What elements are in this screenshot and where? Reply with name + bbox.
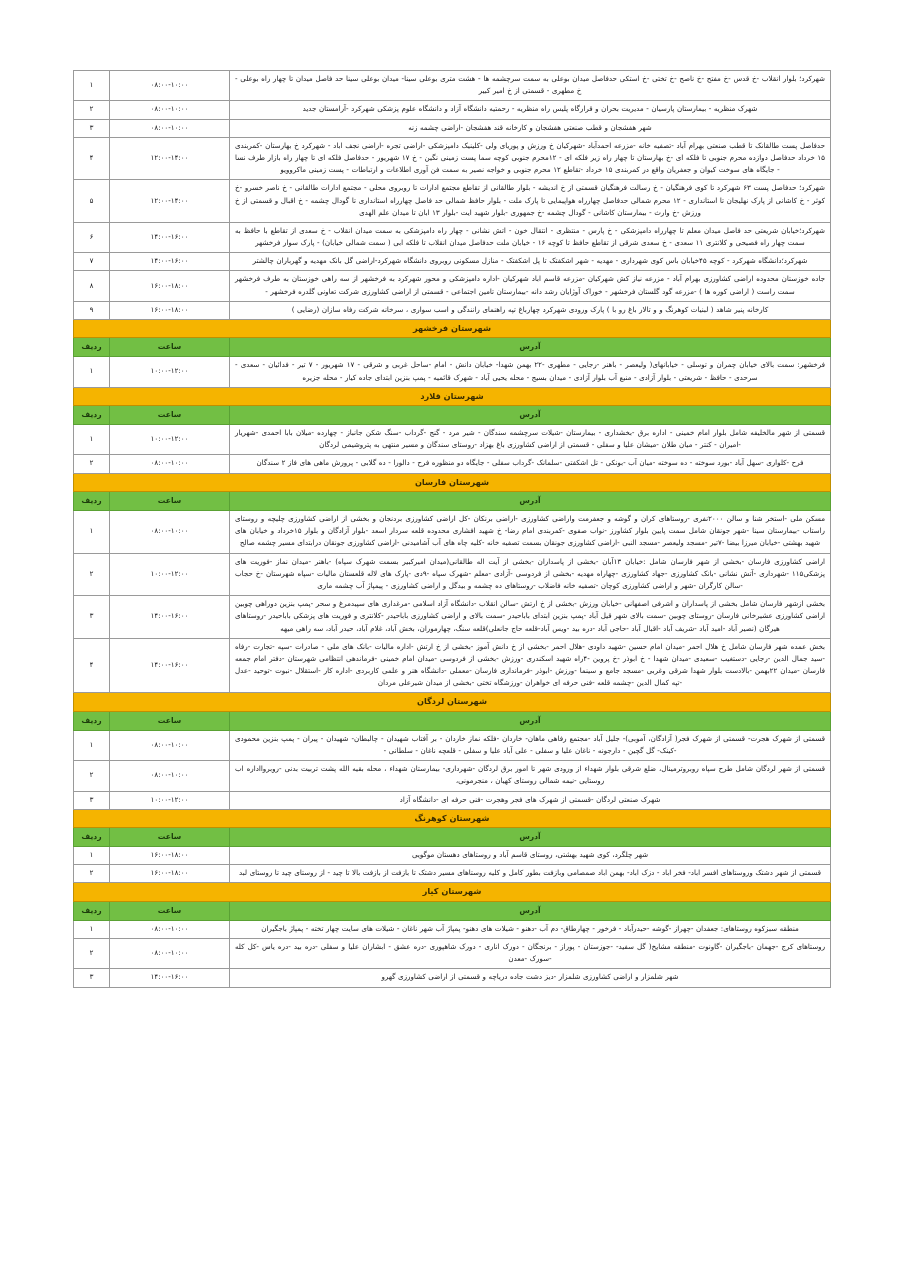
county-name: شهرستان فارسان (74, 473, 831, 491)
cell-address: شهرکرد؛ حدفاصل پست ۶۳ شهرکرد تا کوی فرهنگیان - خ رسالت فرهنگیان قسمتی از خ اندیشه - بلوار طالقانی از تقاطع مجتمع ادارات تا روبروی محلی - مجتمع ادارات طالقانی - خ ناصر خسرو -خ کوثر - خ کاشانی از پارک نهلیجان تا استانداری - ۱۲ محرم شمالی حدفاصل چهارراه هواپیمایی تا پارک ملت - بلوار حافظ شمالی حد فاصل چهارراه استانداری تا گودال چشمه - خ اقبال و قسمتی از خ ورزش -خ وارث - بیمارستان کاشانی - گودال چشمه -خ جمهوری -بلوار شهید ایت -بلوار ۱۳ ابان تا میدان علم الهدی (230, 180, 831, 223)
cell-row-number: ۱ (74, 357, 110, 387)
cell-time: ۱۰:۰۰-۱۲:۰۰ (110, 425, 230, 455)
cell-time: ۱۴:۰۰-۱۶:۰۰ (110, 596, 230, 639)
cell-row-number: ۳ (74, 596, 110, 639)
cell-address: مسکن ملی -استخر شنا و سالن ۲۰۰۰نفری -روستاهای کران و گوشه و جعفرمت واراضی کشاورزی -اراضی برنکان -کل اراضی کشاورزی بردنجان و بخشی از اراضی کشاورزی چلیچه و روستای راستاب -بیمارستان سینا -شهر جونقان شامل سمت پایین بلوار کشاورز -نواب صفوی -کمربندی امام رضا- خ شهید افشاری محدوده قلعه سردار اسعد -بلوار آزادگان و بلوار ۱۵خرداد و خیابان های شهید بهشتی -خیابان میرزا بیضا -۷تیر -مسجد ولیعصر -مسجد النبی -اراضی کشاورزی جونقان بسمت تصفیه خانه -کلیه چاه های آب آشامیدنی -اراضی کشاورزی جونقان درابتدای مسیر چشمه صالح (230, 511, 831, 554)
cell-address: فرخشهر: سمت بالای خیابان چمران و توسلی - خیابانهای( ولیعصر - باهنر -رجایی - مطهری -۲۲ بهمن شهدا- خیابان دانش - امام -ساحل غربی و شرقی - ۱۷ شهریور - ۷ تیر - فدائیان - سعدی - سرحدی - حافظ - شریعتی - بلوار آزادی - منبع آب بلوار آزادی - میدان بسیج - محله یحیی آباد - شهرک قائمیه - پمپ بنزین ابتدای جاده کیار - محله جزیره (230, 357, 831, 387)
table-row (74, 865, 831, 883)
cell-address: شهر چلگرد، کوی شهید بهشتی، روستای قاسم آباد و روستاهای دهستان موگویی (230, 847, 831, 865)
table-row (74, 253, 831, 271)
cell-row-number: ۱ (74, 71, 110, 101)
outage-schedule-table (73, 70, 831, 988)
table-row (74, 969, 831, 987)
county-banner-row (74, 809, 831, 827)
column-header-row-number: ردیف (74, 828, 110, 847)
cell-row-number: ۲ (74, 761, 110, 791)
cell-time: ۱۶:۰۰-۱۸:۰۰ (110, 271, 230, 301)
table-row (74, 425, 831, 455)
cell-time: ۰۸:۰۰-۱۰:۰۰ (110, 101, 230, 119)
cell-row-number: ۳ (74, 791, 110, 809)
cell-address: قسمتی از شهر دشتک وروستاهای افسر اباد- فخر اباد - دزک اباد- بهمن اباد صمصامی وبازفت بطور کامل و کلیه روستاهای مسیر دشتک تا بازفت از بازفت بالا تا چید - از روستای چید تا روستای لبد (230, 865, 831, 883)
county-banner-row (74, 387, 831, 405)
column-header-address: آدرس (230, 491, 831, 510)
cell-address: اراضی کشاورزی فارسان -بخشی از شهر فارسان شامل :خیابان ۱۳آبان -بخشی از پاسداران -بخشی از آیت اله طالقانی(میدان امیرکبیر بسمت شهرک سپاه) -باهنر -میدان نماز -فوریت های پزشکی۱۱۵ -شهرداری -آتش نشانی -بانک کشاورزی -جهاد کشاورزی -چهاراه مهدیه -بخشی از فردوسی -آزادی -معلم -شهرک سپاه -۹دی -پارک های لاله قلعستان مالیات -سپاه شهرستان -خ حجاب -سالن کارگران -شهر و اراضی کشاورزی کوچان -تصفیه خانه فاضلاب -روستاهای ده چشمه و بیدگل و اراضی کشاورزی - پیمپاژ آب چشمه ماری (230, 553, 831, 596)
county-name: شهرستان لردگان (74, 693, 831, 711)
cell-time: ۱۴:۰۰-۱۶:۰۰ (110, 222, 230, 252)
cell-row-number: ۲ (74, 553, 110, 596)
table-row (74, 791, 831, 809)
cell-time: ۱۰:۰۰-۱۲:۰۰ (110, 791, 230, 809)
table-row (74, 357, 831, 387)
cell-address: منطقه سبزکوه روستاهای: جعفدان -چهراز -گوشه -حیدرآباد - فرخور - چهارطاق- دم آب -دهنو - شیلات های دهنو- پمپاژ آب شهر ناغان - شیلات های سایت چهار تخته - پمپاژ باجگیران (230, 920, 831, 938)
cell-time: ۱۶:۰۰-۱۸:۰۰ (110, 865, 230, 883)
cell-time: ۰۸:۰۰-۱۰:۰۰ (110, 511, 230, 554)
cell-time: ۰۸:۰۰-۱۰:۰۰ (110, 939, 230, 969)
table-row (74, 761, 831, 791)
cell-address: بخش عمده شهر فارسان شامل خ هلال احمر -میدان امام حسین -شهید داودی -هلال احمر -بخشی از خ دانش آموز -بخشی از خ ارتش -اداره مالیات -بانک های ملی - صادرات -سپه -تجارت -رفاه -سید جمال الدین -رجایی -دستغیب -سعیدی -میدان شهدا - خ ابوذر -خ پروین -۴راه شهید اسکندری -ورزش -بخشی از فردوسی -میدان امام خمینی -فرماندهی انتظامی شهرستان -دفتر امام جمعه فارسان -میدان ۲۲بهمن -بالادست بلوار شهدا شرقی وغربی -مسجد جامع و سینما -ورزش -ابوذر -فرمانداری فارسان -معملی -دانشگاه هنر و علمی کاربردی -اداره کار -استقلال -نبوت -توحید -عدل -تپه کمال الدین -چشمه قلعه -فنی حرفه ای خواهران -ورزشگاه تختی -بخشی از میدان شیرعلی مردان (230, 638, 831, 693)
column-header-row (74, 901, 831, 920)
cell-row-number: ۲ (74, 101, 110, 119)
cell-address: شهرک صنعتی لردگان -قسمتی از شهرک های فجر وهجرت -فنی حرفه ای -دانشگاه آزاد (230, 791, 831, 809)
cell-time: ۰۸:۰۰-۱۰:۰۰ (110, 71, 230, 101)
cell-address: حدفاصل پست طالقانک تا قطب صنعتی بهرام آباد -تصفیه خانه -مزرعه احمدآباد -شهرکیان خ ورزش و پوریای ولی -کلینیک دامپزشکی -اراضی تجره -اراضی نجف اباد - شهرکرد خ بهارستان -کمربندی ۱۵ خرداد حدفاصل دوازده محرم جنوبی تا فلکه ای -خ بهارستان تا چهار راه زیر فلکه ای - ۱۲محرم جنوبی کوچه سما پست زمینی نگین - خ ۱۷ شهریور - حدفاصل فلکه ای تا چهار راه بازار طرف نسا - جایگاه های سوخت کیوان و جعفریان واقع در کمربندی ۱۵ خرداد -تقاطع ۱۲ محرم جنوبی و خواجه نصیر به سمت فن آوری اطلاعات و ارتباطات - پست زمینی ماکروویو (230, 137, 831, 180)
column-header-row (74, 405, 831, 424)
cell-address: شهرکرد؛دانشگاه شهرکرد - کوچه ۴۵خیابان باس کوی شهرداری - مهدیه - شهر اشکفتک تا پل اشکفتک - منازل مسکونی روبروی دانشگاه شهرکرد-اراضی گل بانک مهدیه و گهرباران چالشتر (230, 253, 831, 271)
cell-row-number: ۸ (74, 271, 110, 301)
cell-time: ۱۴:۰۰-۱۶:۰۰ (110, 969, 230, 987)
column-header-row-number: ردیف (74, 491, 110, 510)
table-row (74, 137, 831, 180)
column-header-row-number: ردیف (74, 711, 110, 730)
column-header-row (74, 338, 831, 357)
cell-row-number: ۵ (74, 180, 110, 223)
table-row (74, 119, 831, 137)
cell-address: شهر شلمزار و اراضی کشاورزی شلمزار -دیز دشت جاده دریاچه و قسمتی از اراضی کشاورزی گهرو (230, 969, 831, 987)
cell-time: ۱۶:۰۰-۱۸:۰۰ (110, 301, 230, 319)
column-header-time: ساعت (110, 405, 230, 424)
column-header-time: ساعت (110, 711, 230, 730)
county-banner-row (74, 883, 831, 901)
cell-address: قسمتی از شهر مالخلیفه شامل بلوار امام خمینی - اداره برق -بخشداری - بیمارستان -شیلات سرچشمه سندگان - شیر مرد - گنج -گرداب -سنگ شکن جانباز - چهارده -میلان بابا احمدی -شهریار -امیران - کنتر - میان طلان -میشان علیا و سفلی - قسمتی از اراضی کشاورزی باغ بهزاد -روستای سندگان و مسیر منتهی به پتروشیمی لردگان (230, 425, 831, 455)
column-header-row-number: ردیف (74, 901, 110, 920)
cell-time: ۱۰:۰۰-۱۲:۰۰ (110, 357, 230, 387)
column-header-row-number: ردیف (74, 338, 110, 357)
cell-time: ۰۸:۰۰-۱۰:۰۰ (110, 920, 230, 938)
cell-time: ۱۴:۰۰-۱۶:۰۰ (110, 253, 230, 271)
column-header-time: ساعت (110, 828, 230, 847)
county-name: شهرستان کوهرنگ (74, 809, 831, 827)
column-header-address: آدرس (230, 338, 831, 357)
cell-address: شهر هفشجان و قطب صنعتی هفشجان و کارخانه قند هفشجان -اراضی چشمه زنه (230, 119, 831, 137)
table-row (74, 847, 831, 865)
county-banner-row (74, 473, 831, 491)
cell-address: بخشی ازشهر فارسان شامل بخشی از پاسداران و اشرفی اصفهانی -خیابان ورزش -بخشی از خ ارتش -سالن انقلاب -دانشگاه آزاد اسلامی -مرغداری های سپیدمرغ و سحر -پمپ بنزین دوراهی چوبین اراضی کشاورزی عشیرخانی فارسان -روستای چوبین -سمت بالای شهر قیل آباد -پمپ بنزین ابتدای باباحیدر -سمت بالای و اراضی کشاورزی باباحیدر -کلانتری و فوریت های پزشکی باباحیدر -روستاهای هیرگان (نصیر آباد -امید آباد -شریف آباد -اقبال آباد -حاجی آباد -دره بید -ویس آباد-قلعه حاج جانعلی)قلعه سنگ، چهارموران، بخش آباد، غلام آباد، حیدر آباد، سه راهی میهه (230, 596, 831, 639)
cell-row-number: ۱ (74, 920, 110, 938)
table-row (74, 301, 831, 319)
cell-row-number: ۱ (74, 425, 110, 455)
county-name: شهرستان قلارد (74, 387, 831, 405)
table-row (74, 730, 831, 760)
cell-address: جاده خوزستان محدوده اراضی کشاورزی بهرام آباد - مزرعه نیاز کش شهرکیان -مزرعه قاسم اباد شهرکیان -اداره دامپزشکی و محور شهرکرد به فرخشهر از سه راهی خوزستان به طرف فرخشهر سمت راست ( اراضی کوره ها ) -مزرعه گود گلستان فرخشهر - خوراک آوژایان رشد دانه -بیمارستان تامین اجتماعی - قسمتی از اراضی کشاورزی شرکت تعاونی گلدره فرخشهر - (230, 271, 831, 301)
cell-time: ۱۲:۰۰-۱۴:۰۰ (110, 137, 230, 180)
cell-time: ۱۲:۰۰-۱۴:۰۰ (110, 180, 230, 223)
table-row (74, 101, 831, 119)
table-row (74, 271, 831, 301)
table-row (74, 638, 831, 693)
cell-address: شهرکرد؛ بلوار انقلاب -خ قدس -خ مفتح -خ ناصح -خ تختی -خ استکی حدفاصل میدان بوعلی به سمت سرچشمه ها - هشت متری بوعلی سینا- میدان بوعلی سینا حد فاصل میدان تا چهار راه بوعلی - خ مطهری - قسمتی از خ امیر کبیر (230, 71, 831, 101)
county-banner-row (74, 320, 831, 338)
cell-row-number: ۱ (74, 730, 110, 760)
county-name: شهرستان کیار (74, 883, 831, 901)
table-row (74, 596, 831, 639)
column-header-row (74, 828, 831, 847)
column-header-address: آدرس (230, 901, 831, 920)
column-header-address: آدرس (230, 828, 831, 847)
cell-row-number: ۲ (74, 865, 110, 883)
cell-row-number: ۷ (74, 253, 110, 271)
cell-time: ۰۸:۰۰-۱۰:۰۰ (110, 455, 230, 473)
column-header-address: آدرس (230, 711, 831, 730)
column-header-address: آدرس (230, 405, 831, 424)
table-row (74, 180, 831, 223)
column-header-row (74, 711, 831, 730)
cell-row-number: ۹ (74, 301, 110, 319)
table-row (74, 455, 831, 473)
cell-address: روستاهای کرج -جهمان -باجگیران -گاونوت -منطقه مشایخ( گل سفید- -جوزستان - پوراز - برنجگان - دورک اناری - دورک شاهپوری -دره عشق - ابشاران علیا و سفلی -دره بید -دره یاس -کل کله -سورک -معدن (230, 939, 831, 969)
column-header-time: ساعت (110, 338, 230, 357)
table-row (74, 222, 831, 252)
table-row (74, 511, 831, 554)
cell-time: ۱۰:۰۰-۱۲:۰۰ (110, 553, 230, 596)
table-row (74, 553, 831, 596)
cell-time: ۰۸:۰۰-۱۰:۰۰ (110, 761, 230, 791)
cell-address: شهرک منظریه - بیمارستان پارسیان - مدیریت بحران و قرارگاه پلیس راه منظریه - رحمتیه دانشگاه آزاد و دانشگاه علوم پزشکی شهرکرد -آرامستان جدید (230, 101, 831, 119)
cell-row-number: ۱ (74, 847, 110, 865)
cell-row-number: ۲ (74, 939, 110, 969)
outage-table-body (74, 71, 831, 988)
cell-address: کارخانه پنیر شاهد ( لبنیات کوهرنگ و و تالار باغ رو با ) پارک ورودی شهرکرد چهارباغ تپه راهنمای رانندگی و اسب سواری ، سرخانه شرکت رفاه سازان (رضایی ) (230, 301, 831, 319)
cell-time: ۱۶:۰۰-۱۸:۰۰ (110, 847, 230, 865)
outage-table-container (74, 70, 831, 988)
column-header-row (74, 491, 831, 510)
county-name: شهرستان فرخشهر (74, 320, 831, 338)
county-banner-row (74, 693, 831, 711)
cell-row-number: ۳ (74, 119, 110, 137)
cell-address: قسمتی از شهرک هجرت- قسمتی از شهرک فجر( آزادگان، آموبی)- جلیل آباد -مجتمع رفاهی ماهان- خاردان -فلکه نماز خاردان - بر آفتاب شهیدان - چالبطان- شهیدان - پیران - پمپ بنزین محمودی -کینک- گل گچین - دارجونه - ناغان علیا و سفلی - علی آباد علیا و سفلی - قلعچه ناغان - سلطانی - (230, 730, 831, 760)
column-header-time: ساعت (110, 901, 230, 920)
cell-address: فرح -کلواری -سهل آباد -بورد سوخته - ده سوخته -میان آب -بونکی - تل اشکفتی -سلمانک -گرداب سفلی - جایگاه دو منظوره فرح - دالورا - ده گلابی - پرورش ماهی های فاز ۲ سندگان (230, 455, 831, 473)
cell-row-number: ۴ (74, 638, 110, 693)
table-row (74, 71, 831, 101)
table-row (74, 920, 831, 938)
cell-address: قسمتی از شهر لردگان شامل طرح سپاه روبروترمینال، ضلع شرقی بلوار شهداء از ورودی شهر تا امور برق لردگان -شهرداری- بیمارستان شهداء ، محله بقیه الله پشت تربیت بدنی -روبروااداره اب روستایی -نیمه شمالی روستای کهیان ، منجرمونی، (230, 761, 831, 791)
cell-time: ۱۴:۰۰-۱۶:۰۰ (110, 638, 230, 693)
cell-address: شهرکرد؛خیابان شریعتی حد فاصل میدان معلم تا چهارراه دامپزشکی - خ پارس - منتظری - انتقال خون - اتش نشانی - چهار راه دامپزشکی به سمت میدان انقلاب - خ سعدی از تقاطع با حافظ به سمت چهار راه فصیحی و کلانتری ۱۱ سعدی - خ سعدی شرقی از تقاطع حافظ تا کوچه ۱۶ - خیابان ملت حدفاصل میدان انقلاب تا فلکه ابی ( سمت شمالی خیابان) - پارک سوار فرخشهر (230, 222, 831, 252)
cell-row-number: ۲ (74, 455, 110, 473)
column-header-time: ساعت (110, 491, 230, 510)
cell-row-number: ۱ (74, 511, 110, 554)
cell-row-number: ۶ (74, 222, 110, 252)
cell-time: ۰۸:۰۰-۱۰:۰۰ (110, 730, 230, 760)
cell-row-number: ۳ (74, 969, 110, 987)
cell-row-number: ۴ (74, 137, 110, 180)
column-header-row-number: ردیف (74, 405, 110, 424)
table-row (74, 939, 831, 969)
cell-time: ۰۸:۰۰-۱۰:۰۰ (110, 119, 230, 137)
